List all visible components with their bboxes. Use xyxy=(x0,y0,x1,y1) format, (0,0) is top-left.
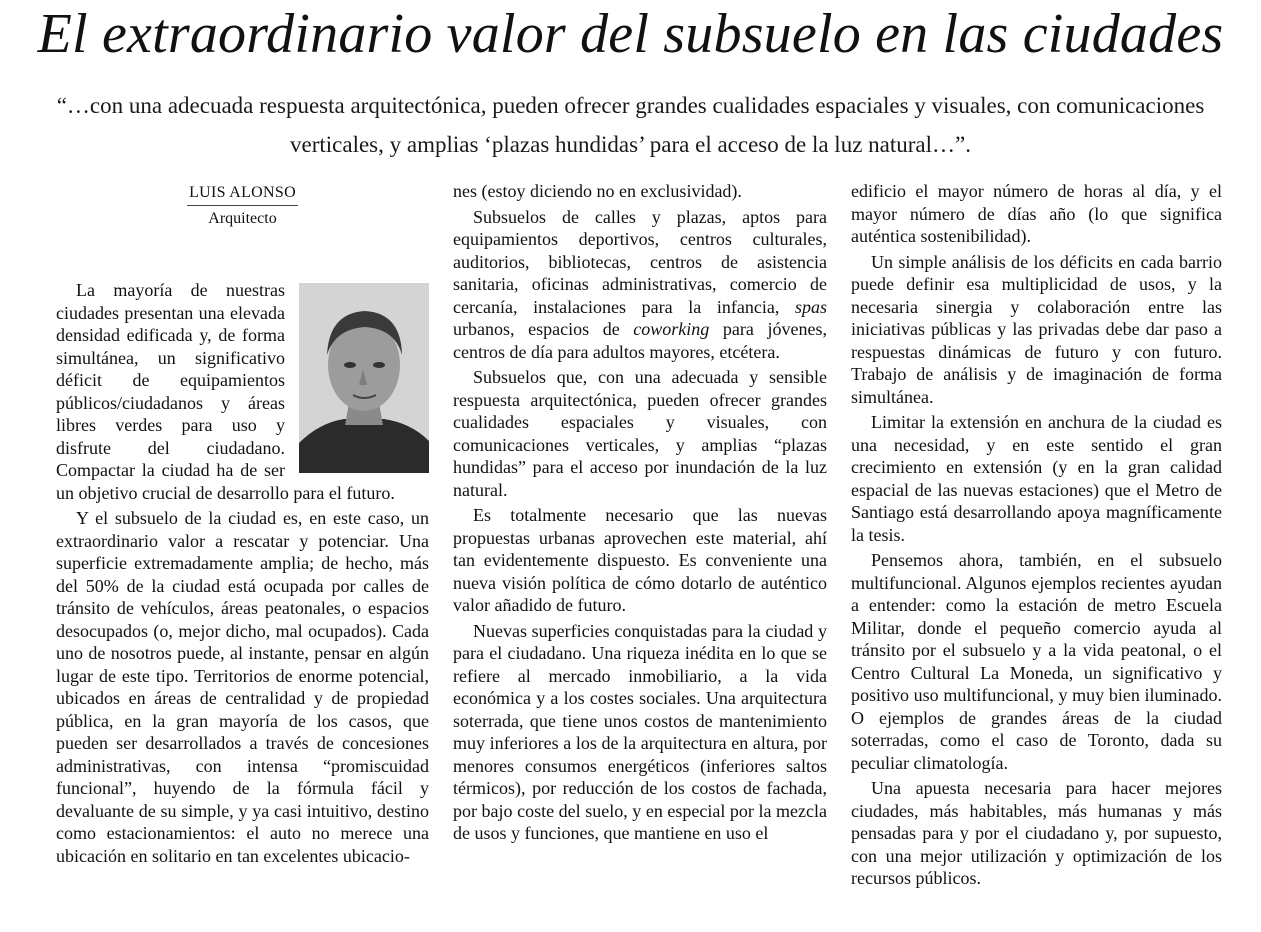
paragraph: Es totalmente necesario que las nuevas propuestas urbanas aprovechen este material, ahí tan evidentemente dispuesto. Es conveniente una nueva visión política de cómo dotarlo de auténtico valor añadido de futuro. xyxy=(453,505,827,615)
author-name: LUIS ALONSO xyxy=(187,182,298,206)
byline xyxy=(56,180,429,232)
paragraph: edificio el mayor número de horas al día, y el mayor número de días año (lo que significa auténtica sostenibilidad). xyxy=(851,181,1222,246)
article-headline: El extraordinario valor del subsuelo en las ciudades xyxy=(37,3,1224,65)
column-2 xyxy=(453,180,827,848)
paragraph: Subsuelos que, con una adecuada y sensible respuesta arquitectónica, pueden ofrecer grandes cualidades espaciales y visuales, con comunicaciones verticales, y amplias “plazas hundidas” para el acceso por inundación de la luz natural. xyxy=(453,367,827,500)
paragraph: Limitar la extensión en anchura de la ciudad es una necesidad, y en este sentido el gran crecimiento en extensión (y en la gran calidad espacial de las nuevas estaciones) que el Metro de Santiago está desarrollando apoya magníficamente la tesis. xyxy=(851,412,1222,545)
paragraph: Subsuelos de calles y plazas, aptos para equipamientos deportivos, centros culturales, auditorios, bibliotecas, centros de asistencia sanitaria, oficinas administrativas, comercio de cercanía, instalaciones para la infancia, spas urbanos, espacios de coworking para jóvenes, centros de día para adultos mayores, etcétera. xyxy=(453,206,827,362)
column-1 xyxy=(56,180,429,870)
paragraph: Un simple análisis de los déficits en cada barrio puede definir esa multiplicidad de usos, y la necesaria sinergia y colaboración entre las iniciativas públicas y las privadas debe dar paso a respuestas dinámicas de futuro y con futuro. Trabajo de análisis y de imaginación de forma simultánea. xyxy=(851,251,1222,407)
author-portrait-photo xyxy=(299,283,429,473)
paragraph: Y el subsuelo de la ciudad es, en este caso, un extraordinario valor a rescatar y potenciar. Una superficie extremadamente amplia; de hecho, más del 50% de la ciudad está ocupada por calles de tránsito de vehículos, áreas peatonales, o espacios desocupados (o, mejor dicho, mal ocupados). Cada uno de nosotros puede, al instante, pensar en algún lugar de este tipo. Territorios de enorme potencial, ubicados en áreas de centralidad y de propiedad pública, en la gran mayoría de los casos, que pueden ser desarrollados a través de concesiones administrativas, con intensa “promiscuidad funcional”, huyendo de la fórmula fácil y devaluante de su simple, y ya casi intuitivo, destino como estacionamientos: el auto no merece una ubicación en solitario en tan excelentes ubicacio- xyxy=(56,508,429,866)
paragraph: La mayoría de nuestras ciudades presentan una elevada densidad edificada y, de forma simultánea, un significativo déficit de equipamientos públicos/ciudadanos y áreas libres verdes para uso y disfrute del ciudadano. Compactar la ciudad ha de ser un objetivo crucial de desarrollo para el futuro. xyxy=(56,279,429,504)
portrait-icon xyxy=(299,283,429,473)
pull-quote: “…con una adecuada respuesta arquitectónica, pueden ofrecer grandes cualidades espaciales y visuales, con comunicaciones verticales, y amplias ‘plazas hundidas’ para el acceso de la luz natural…”. xyxy=(56,93,1205,157)
paragraph: Nuevas superficies conquistadas para la ciudad y para el ciudadano. Una riqueza inédita en lo que se refiere al mercado inmobiliario, a la vida económica y a los costes sociales. Una arquitectura soterrada, que tiene unos costos de mantenimiento muy inferiores a los de la arquitectura en altura, por menores consumos energéticos (inferiores saltos térmicos), por reducción de los costos de fachada, por bajo coste del suelo, y en especial por la mezcla de usos y funciones, que mantiene en uso el xyxy=(453,620,827,843)
paragraph: Una apuesta necesaria para hacer mejores ciudades, más habitables, más humanas y más pensadas para y por el ciudadano y, por supuesto, con una mejor utilización y optimización de los recursos públicos. xyxy=(851,778,1222,888)
paragraph: nes (estoy diciendo no en exclusividad). xyxy=(453,181,742,201)
author-role: Arquitecto xyxy=(208,210,277,227)
column-3 xyxy=(851,180,1222,893)
paragraph: Pensemos ahora, también, en el subsuelo multifuncional. Algunos ejemplos recientes ayudan a entender: como la estación de metro Escuela Militar, donde el pequeño comercio ayuda al tránsito por el subsuelo y a la vida peatonal, o el Centro Cultural La Moneda, un significativo y positivo uso multifuncional, y muy bien iluminado. O ejemplos de grandes áreas de la ciudad soterradas, como el caso de Toronto, dada su peculiar climatología. xyxy=(851,550,1222,773)
